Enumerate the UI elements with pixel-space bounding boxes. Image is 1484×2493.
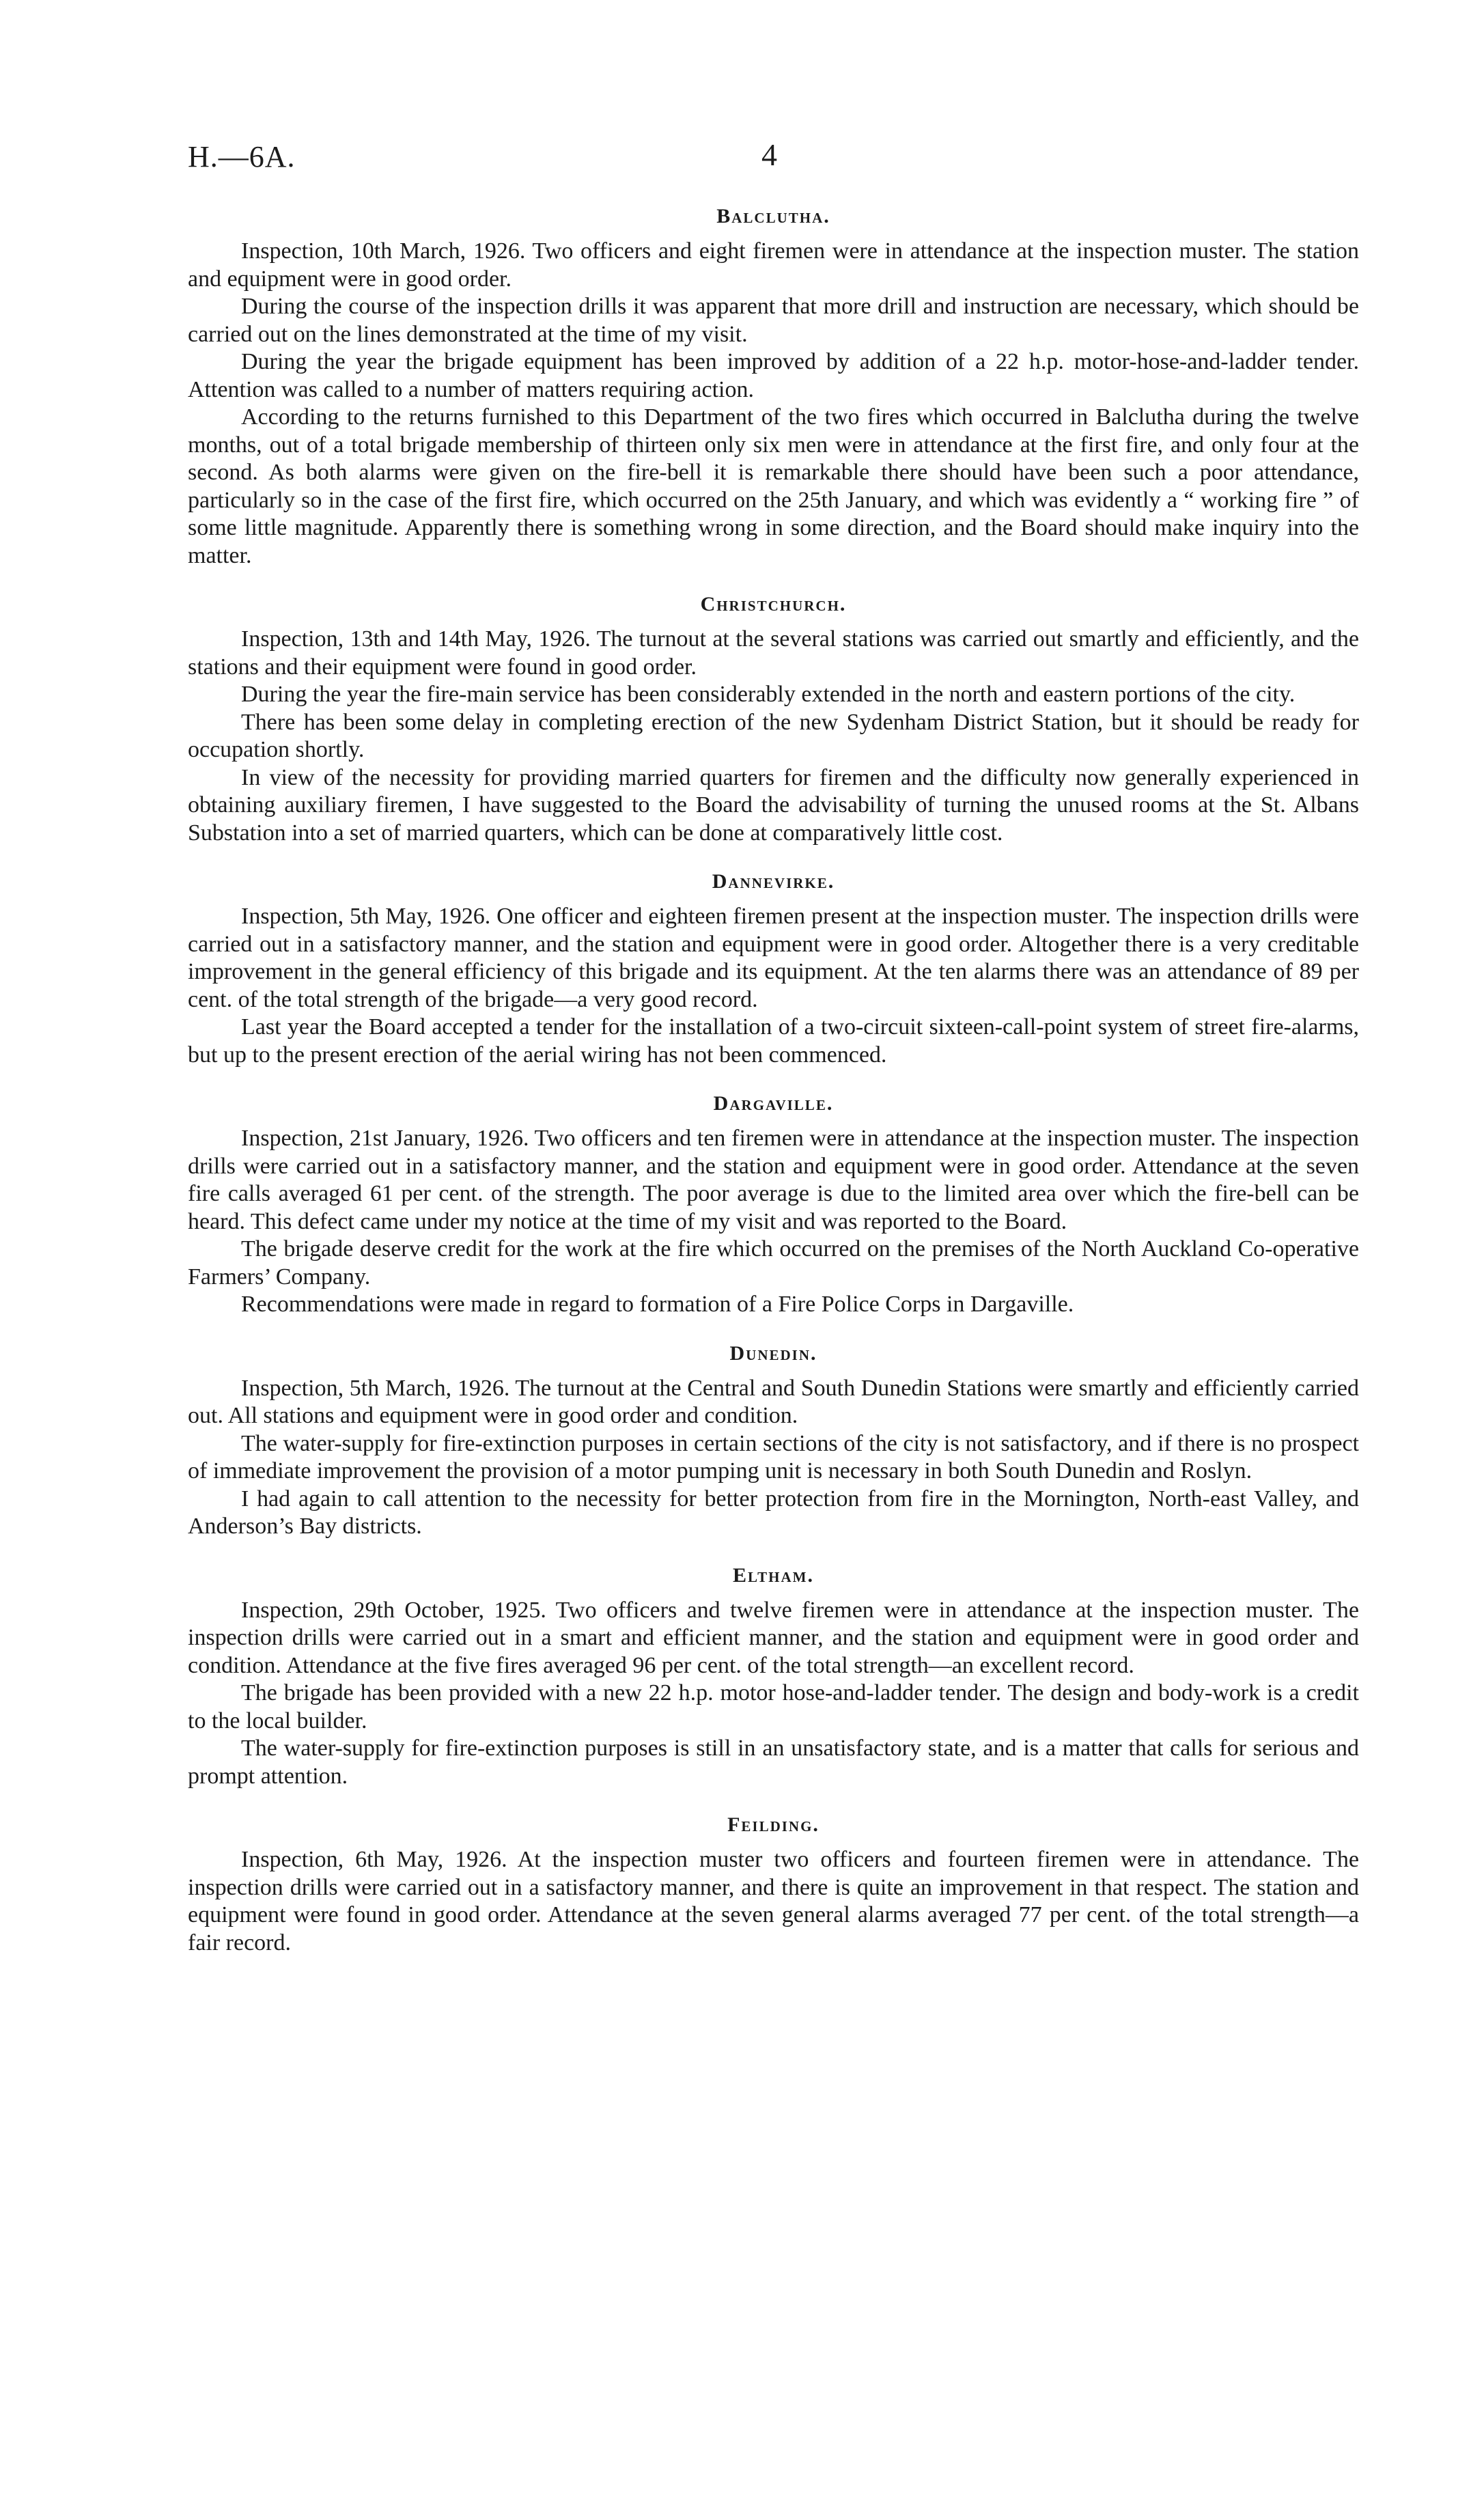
document-reference: H.—6A. xyxy=(188,140,296,173)
paragraph: The water-supply for fire-extinction purposes in certain sections of the city is not satisfactory, and if there is no prospect of immediate improvement the provision of a motor pumping unit is necessary in both South Dunedin and Roslyn. xyxy=(188,1430,1359,1484)
section-title: Eltham. xyxy=(733,1563,814,1587)
section-title: Dannevirke. xyxy=(712,870,835,893)
paragraph: Recommendations were made in regard to formation of a Fire Police Corps in Dargaville. xyxy=(241,1292,1074,1317)
paragraph: Inspection, 6th May, 1926. At the inspection muster two officers and fourteen firemen were in attendance. The inspection drills were carried out in a satisfactory manner, and there is quite an improvement in that respect. The station and equipment were found in good order. Attendance at the seven general alarms averaged 77 per cent. of the total strength—a fair record. xyxy=(188,1847,1359,1955)
paragraph: Inspection, 10th March, 1926. Two officers and eight firemen were in attendance at the inspection muster. The station and equipment were in good order. xyxy=(188,238,1359,292)
section-title: Feilding. xyxy=(727,1813,820,1836)
section-eltham xyxy=(188,1564,1359,1791)
paragraph: Inspection, 5th May, 1926. One officer and eighteen firemen present at the inspection muster. The inspection drills were carried out in a satisfactory manner, and the station and equipment were in good order. Altogether there is a very creditable improvement in the general efficiency of this brigade and its equipment. At the ten alarms there was an attendance of 89 per cent. of the total strength of the brigade—a very good record. xyxy=(188,904,1359,1012)
paragraph: In view of the necessity for providing married quarters for firemen and the difficulty now generally experienced in obtaining auxiliary firemen, I have suggested to the Board the advisability of turning the unused rooms at the St. Albans Substation into a set of married quarters, which can be done at comparatively little cost. xyxy=(188,764,1359,846)
page-number: 4 xyxy=(761,137,777,172)
paragraph: The brigade has been provided with a new 22 h.p. motor hose-and-ladder tender. The design and body-work is a credit to the local builder. xyxy=(188,1680,1359,1733)
paragraph: During the year the fire-main service has been considerably extended in the north and eastern portions of the city. xyxy=(241,682,1296,707)
section-feilding xyxy=(188,1813,1359,1957)
section-title: Balclutha. xyxy=(716,205,830,227)
section-title: Christchurch. xyxy=(700,593,847,615)
section-dargaville xyxy=(188,1092,1359,1319)
paragraph: There has been some delay in completing erection of the new Sydenham District Station, but it should be ready for occupation shortly. xyxy=(188,709,1359,762)
section-title: Dargaville. xyxy=(713,1092,834,1115)
paragraph: According to the returns furnished to this Department of the two fires which occurred in Balclutha during the twelve months, out of a total brigade membership of thirteen only six men were in attendance at the first fire, and only four at the second. As both alarms were given on the fire-bell it is remarkable there should have been such a poor attendance, particularly so in the case of the first fire, which occurred on the 25th January, and which was evidently a “ working fire ” of some little magnitude. Apparently there is something wrong in some direction, and the Board should make inquiry into the matter. xyxy=(188,404,1359,568)
section-dannevirke xyxy=(188,870,1359,1069)
paragraph: Last year the Board accepted a tender for the installation of a two-circuit sixteen-call-point system of street fire-alarms, but up to the present erection of the aerial wiring has not been commenced. xyxy=(188,1014,1359,1068)
paragraph: Inspection, 5th March, 1926. The turnout at the Central and South Dunedin Stations were smartly and efficiently carried out. All stations and equipment were in good order and condition. xyxy=(188,1375,1359,1428)
page-header xyxy=(188,139,1359,187)
paragraph: I had again to call attention to the necessity for better protection from fire in the Mornington, North-east Valley, and Anderson’s Bay districts. xyxy=(188,1486,1359,1539)
section-title: Dunedin. xyxy=(729,1341,817,1365)
section-dunedin xyxy=(188,1342,1359,1541)
paragraph: Inspection, 13th and 14th May, 1926. The turnout at the several stations was carried out smartly and efficiently, and the stations and their equipment were found in good order. xyxy=(188,626,1359,680)
paragraph: During the course of the inspection drills it was apparent that more drill and instruction are necessary, which should be carried out on the lines demonstrated at the time of my visit. xyxy=(188,294,1359,347)
section-balclutha xyxy=(188,205,1359,570)
paragraph: The brigade deserve credit for the work at the fire which occurred on the premises of the North Auckland Co-operative Farmers’ Company. xyxy=(188,1236,1359,1290)
section-christchurch xyxy=(188,593,1359,847)
paragraph: Inspection, 21st January, 1926. Two officers and ten firemen were in attendance at the inspection muster. The inspection drills were carried out in a satisfactory manner, and the station and equipment were in good order. Attendance at the seven fire calls averaged 61 per cent. of the strength. The poor average is due to the limited area over which the fire-bell can be heard. This defect came under my notice at the time of my visit and was reported to the Board. xyxy=(188,1126,1359,1234)
paragraph: The water-supply for fire-extinction purposes is still in an unsatisfactory state, and is a matter that calls for serious and prompt attention. xyxy=(188,1736,1359,1789)
paragraph: Inspection, 29th October, 1925. Two officers and twelve firemen were in attendance at the inspection muster. The inspection drills were carried out in a smart and efficient manner, and the station and equipment were in good order and condition. Attendance at the five fires averaged 96 per cent. of the total strength—an excellent record. xyxy=(188,1597,1359,1678)
paragraph: During the year the brigade equipment has been improved by addition of a 22 h.p. motor-hose-and-ladder tender. Attention was called to a number of matters requiring action. xyxy=(188,349,1359,402)
document-body xyxy=(188,205,1359,1980)
